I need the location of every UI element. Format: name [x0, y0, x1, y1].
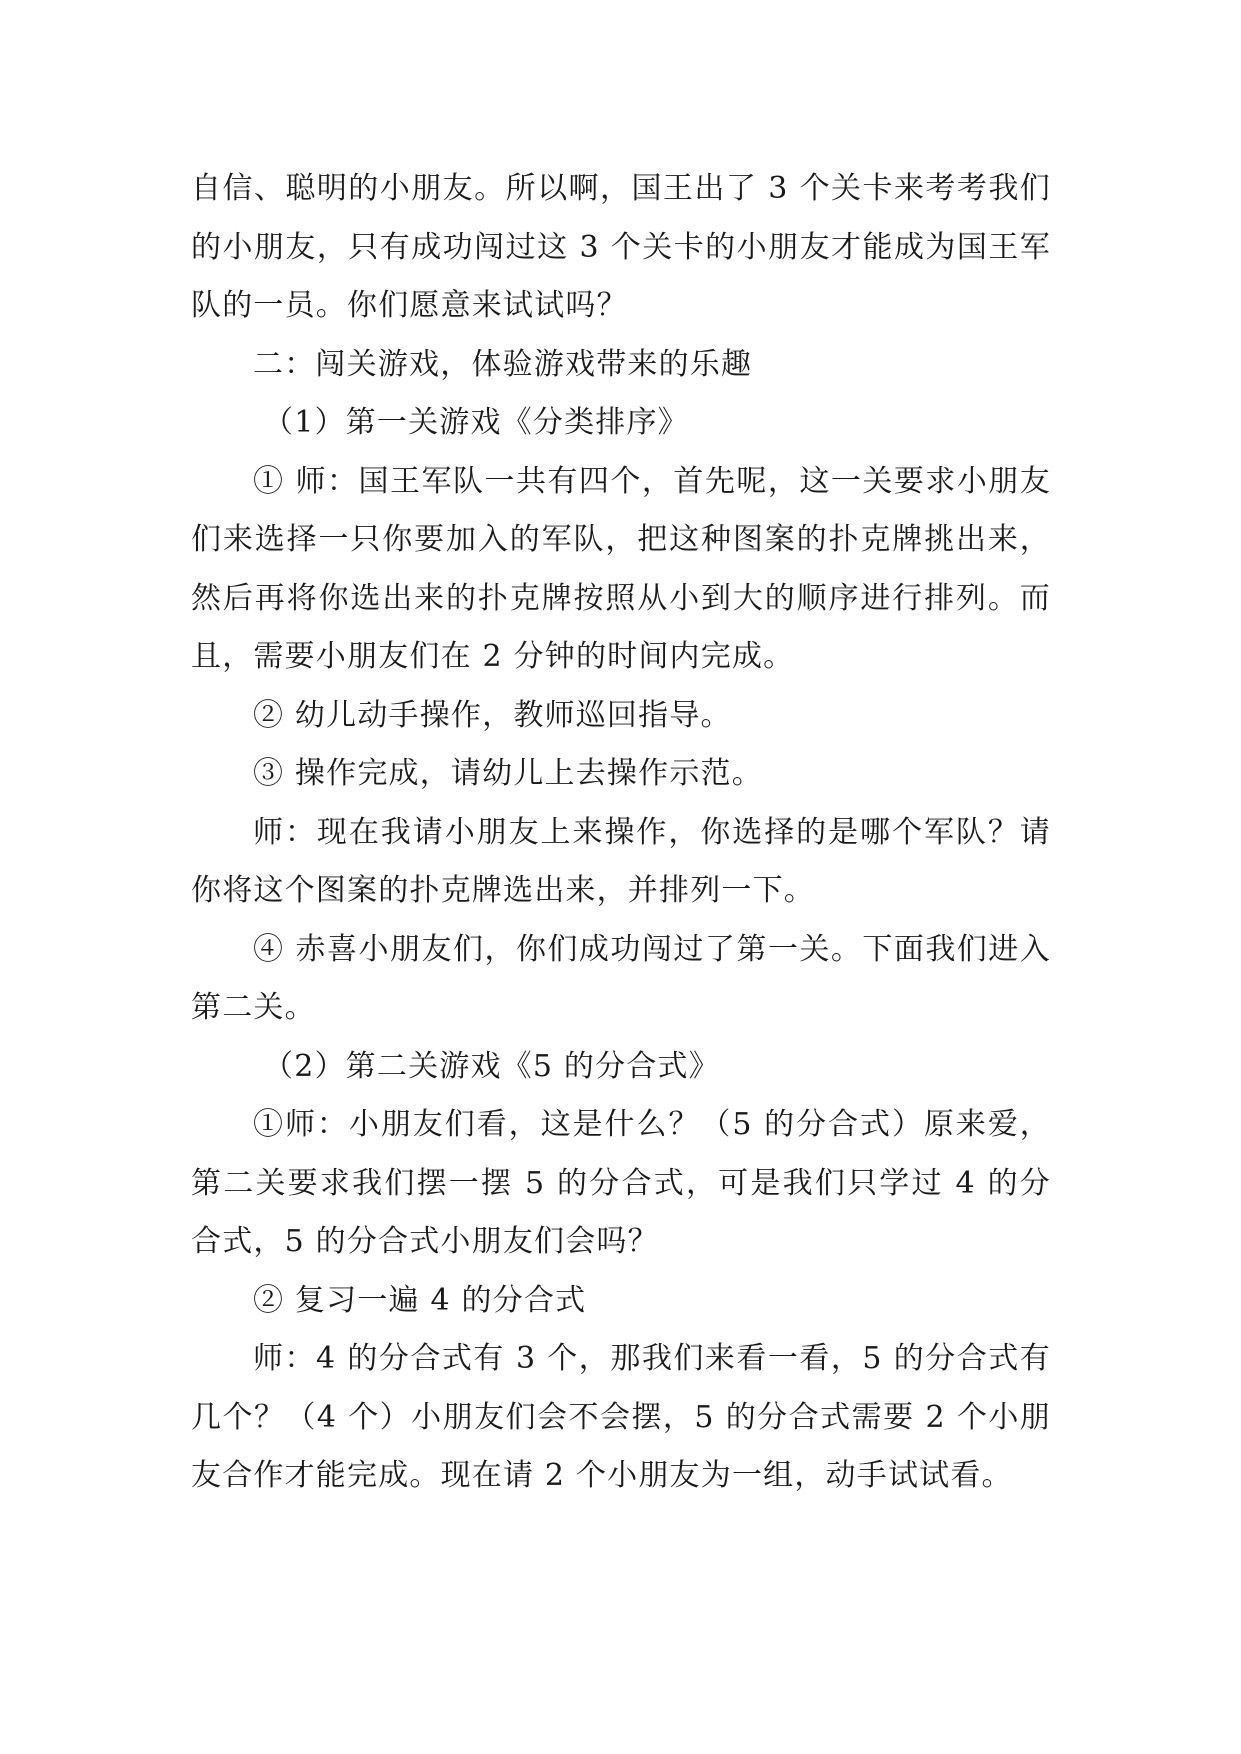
section-heading-2: 二：闯关游戏，体验游戏带来的乐趣 [253, 346, 753, 382]
paragraph-intro-continued: 自信、聪明的小朋友。所以啊，国王出了 3 个关卡来考考我们的小朋友，只有成功闯过这 3 个关卡的小朋友才能成为国王军队的一员。你们愿意来试试吗？ [191, 171, 1051, 323]
paragraph-step-3: ③ 操作完成，请幼儿上去操作示范。 [253, 756, 763, 791]
subheading-level-1: （1）第一关游戏《分类排序》 [263, 405, 689, 440]
paragraph-teacher-instructions: 师：4 的分合式有 3 个，那我们来看一看，5 的分合式有几个？（4 个）小朋友们会不会摆，5 的分合式需要 2 个小朋友合作才能完成。现在请 2 个小朋友为一组，动手试试看。 [191, 1341, 1051, 1493]
paragraph-step-4: ④ 赤喜小朋友们，你们成功闯过了第一关。下面我们进入第二关。 [191, 931, 1051, 1025]
document-body [191, 160, 1051, 1506]
paragraph-level2-step-2: ② 复习一遍 4 的分合式 [253, 1282, 587, 1318]
paragraph-step-2: ② 幼儿动手操作，教师巡回指导。 [253, 697, 732, 733]
subheading-level-2: （2）第二关游戏《5 的分合式》 [263, 1048, 720, 1084]
paragraph-teacher-demo: 师：现在我请小朋友上来操作，你选择的是哪个军队？请你将这个图案的扑克牌选出来，并排列一下。 [191, 814, 1051, 908]
paragraph-level2-step-1: ①师：小朋友们看，这是什么？（5 的分合式）原来爱，第二关要求我们摆一摆 5 的分合式，可是我们只学过 4 的分合式，5 的分合式小朋友们会吗？ [191, 1107, 1051, 1259]
paragraph-step-1: ① 师：国王军队一共有四个，首先呢，这一关要求小朋友们来选择一只你要加入的军队，把这种图案的扑克牌挑出来，然后再将你选出来的扑克牌按照从小到大的顺序进行排列。而且，需要小朋友们在 2 分钟的时间内完成。 [191, 463, 1051, 674]
